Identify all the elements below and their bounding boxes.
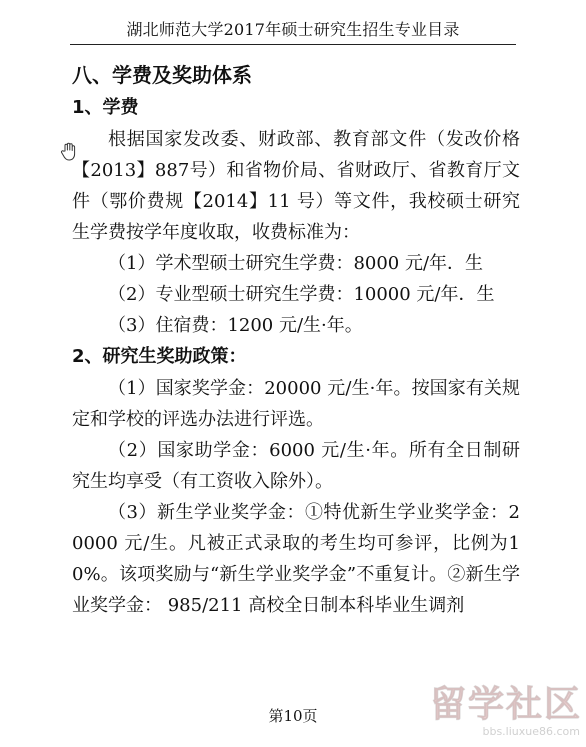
aid-heading: 2、研究生奖助政策： <box>72 346 247 367</box>
watermark-url: bbs.liuxue86.com <box>482 725 580 738</box>
tuition-item-academic: （1）学术型硕士研究生学费：8000 元/年．生 <box>108 253 484 274</box>
tuition-intro-paragraph: 根据国家发改委、财政部、教育部文件（发改价格【2013】887号）和省物价局、省财政厅、省教育厅文件（鄂价费规【2014】11 号）等文件，我校硕士研究生学费按学年度收取，收费标准为： <box>72 129 520 243</box>
header-divider <box>70 44 516 45</box>
aid-freshman-scholarship: （3）新生学业奖学金：①特优新生学业奖学金：20000 元/生。凡被正式录取的考生均可参评，比例为10%。该项奖励与“新生学业奖学金”不重复计。②新生学业奖学金： 985/211 高校全日制本科毕业生调剂 <box>72 502 520 616</box>
page-number: 第10页 <box>268 707 318 725</box>
tuition-item-accommodation: （3）住宿费：1200 元/生·年。 <box>108 315 363 336</box>
watermark-logo-text: 留学社区 <box>429 684 582 725</box>
document-body <box>72 58 520 621</box>
section-title: 八、学费及奖助体系 <box>72 63 252 87</box>
tuition-heading: 1、学费 <box>72 97 139 118</box>
tuition-item-professional: （2）专业型硕士研究生学费：10000 元/年．生 <box>108 284 495 305</box>
aid-national-scholarship: （1）国家奖学金：20000 元/生·年。按国家有关规定和学校的评选办法进行评选。 <box>72 378 520 430</box>
aid-national-grant: （2）国家助学金：6000 元/生·年。所有全日制研究生均享受（有工资收入除外）。 <box>72 440 520 492</box>
page-header-title: 湖北师范大学2017年硕士研究生招生专业目录 <box>126 20 460 39</box>
